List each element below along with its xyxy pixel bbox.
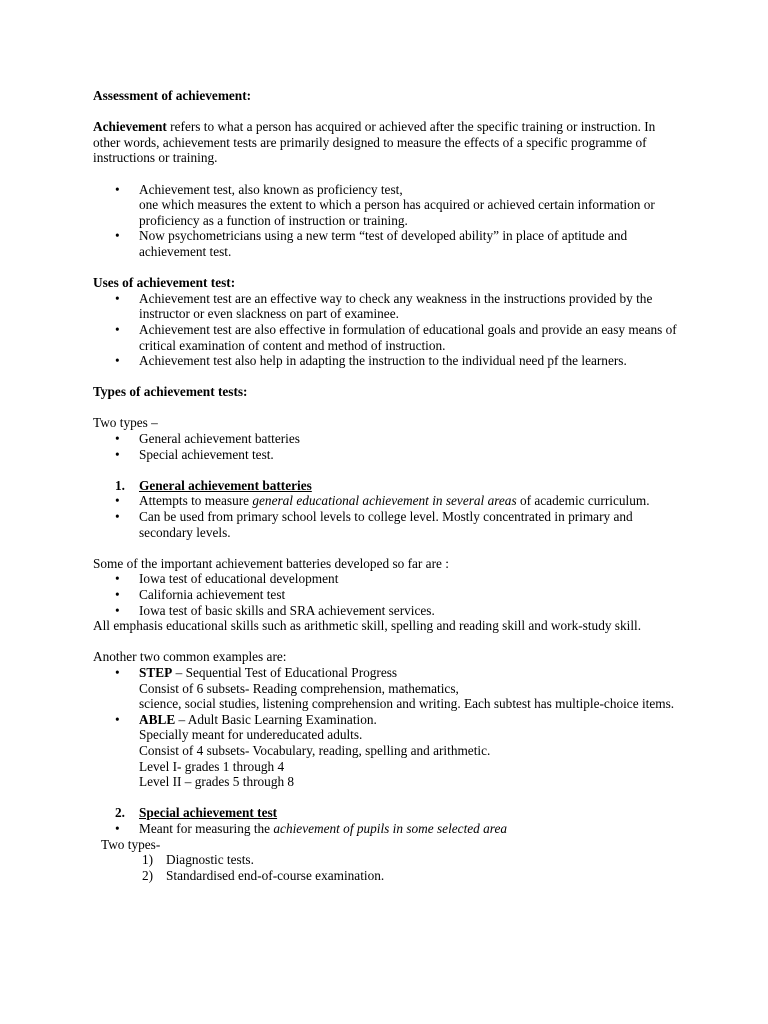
intro-rest: refers to what a person has acquired or achieved after the specific training or instruction. In other words, achievement tests are primarily designed to measure the effects of a specific programme of instructions or training.	[93, 119, 656, 166]
step-line3: science, social studies, listening comprehension and writing. Each subtest has multiple-choice items.	[139, 696, 675, 712]
list-item: • Iowa test of basic skills and SRA achievement services.	[93, 603, 683, 619]
list-item	[93, 228, 683, 259]
heading-assessment: Assessment of achievement:	[93, 88, 252, 103]
general-b1-post: of academic curriculum.	[516, 493, 650, 509]
special-type-1-text: Diagnostic tests.	[166, 852, 254, 868]
able-dash: – Adult Basic Learning Examination.	[175, 711, 377, 727]
list-item	[93, 493, 683, 509]
general-numbered-heading	[93, 478, 683, 494]
heading-uses: Uses of achievement test:	[93, 275, 236, 291]
general-b1-italic: general educational achievement in several areas	[252, 493, 517, 509]
special-b1-italic: achievement of pupils in some selected area	[273, 820, 508, 836]
step-dash: – Sequential Test of Educational Progress	[172, 664, 398, 680]
list-item	[93, 852, 683, 868]
intro-bullet-1-line1: • Achievement test, also known as proficiency test,	[139, 181, 403, 197]
step-line2: Consist of 6 subsets- Reading comprehension, mathematics,	[139, 680, 459, 696]
list-item	[93, 805, 683, 821]
intro-bullet-1-line2: one which measures the extent to which a person has acquired or achieved certain information or proficiency as a function of instruction or training.	[139, 197, 655, 228]
list-item	[93, 821, 683, 837]
uses-list	[93, 291, 683, 369]
list-item: • Can be used from primary school levels to college level. Mostly concentrated in primary and secondary levels.	[93, 509, 683, 540]
able-line1	[139, 712, 683, 728]
intro-term: Achievement	[93, 119, 167, 135]
step-line1	[139, 665, 683, 681]
general-num: 1.	[115, 477, 125, 493]
document-body	[93, 88, 683, 883]
special-type-2-text: Standardised end-of-course examination.	[166, 867, 385, 883]
able-line3: Consist of 4 subsets- Vocabulary, reading, spelling and arithmetic.	[139, 742, 491, 758]
special-two-types: Two types-	[101, 836, 161, 852]
batteries-intro: Some of the important achievement batteries developed so far are :	[93, 555, 449, 571]
list-item: • Special achievement test.	[93, 447, 683, 463]
special-num: 2.	[115, 805, 125, 821]
special-type-2-num: 2)	[142, 867, 154, 883]
list-item: • Achievement test also help in adapting the instruction to the individual need pf the learners.	[93, 353, 683, 369]
examples-list	[93, 665, 683, 790]
list-item	[93, 868, 683, 884]
emphasis-paragraph: All emphasis educational skills such as arithmetic skill, spelling and reading skill and work-study skill.	[93, 618, 642, 634]
general-b1-pre: Attempts to measure	[139, 493, 253, 509]
list-item: • Achievement test are also effective in formulation of educational goals and provide an easy means of critical examination of content and method of instruction.	[93, 322, 683, 353]
two-types-text: Two types –	[93, 415, 158, 431]
general-bullets	[93, 493, 683, 540]
special-heading: Special achievement test	[139, 805, 278, 821]
list-item	[93, 182, 683, 229]
special-type-1-num: 1)	[142, 852, 154, 868]
special-b1-pre: Meant for measuring the	[139, 820, 274, 836]
list-item	[93, 665, 683, 712]
batteries-list	[93, 571, 683, 618]
special-bullets	[93, 821, 683, 837]
list-item	[93, 712, 683, 790]
able-name: ABLE	[139, 711, 176, 727]
able-line5: Level II – grades 5 through 8	[139, 774, 295, 790]
list-item: • California achievement test	[93, 587, 683, 603]
intro-bullet-list	[93, 182, 683, 260]
special-numbered-heading	[93, 805, 683, 821]
intro-bullet-2-line1: • Now psychometricians using a new term “test of developed ability” in place of aptitude and achievement test.	[139, 228, 628, 259]
another-examples-text: Another two common examples are:	[93, 649, 287, 665]
special-types-list	[93, 852, 683, 883]
heading-types: Types of achievement tests:	[93, 384, 248, 400]
able-line4: Level I- grades 1 through 4	[139, 758, 285, 774]
step-name: STEP	[139, 664, 173, 680]
intro-paragraph	[93, 119, 683, 166]
list-item: • Achievement test are an effective way to check any weakness in the instructions provided by the instructor or even slackness on part of examinee.	[93, 291, 683, 322]
able-line2: Specially meant for undereducated adults.	[139, 727, 363, 743]
list-item	[93, 478, 683, 494]
list-item: • General achievement batteries	[93, 431, 683, 447]
general-heading: General achievement batteries	[139, 477, 312, 493]
list-item: • Iowa test of educational development	[93, 571, 683, 587]
types-list	[93, 431, 683, 462]
